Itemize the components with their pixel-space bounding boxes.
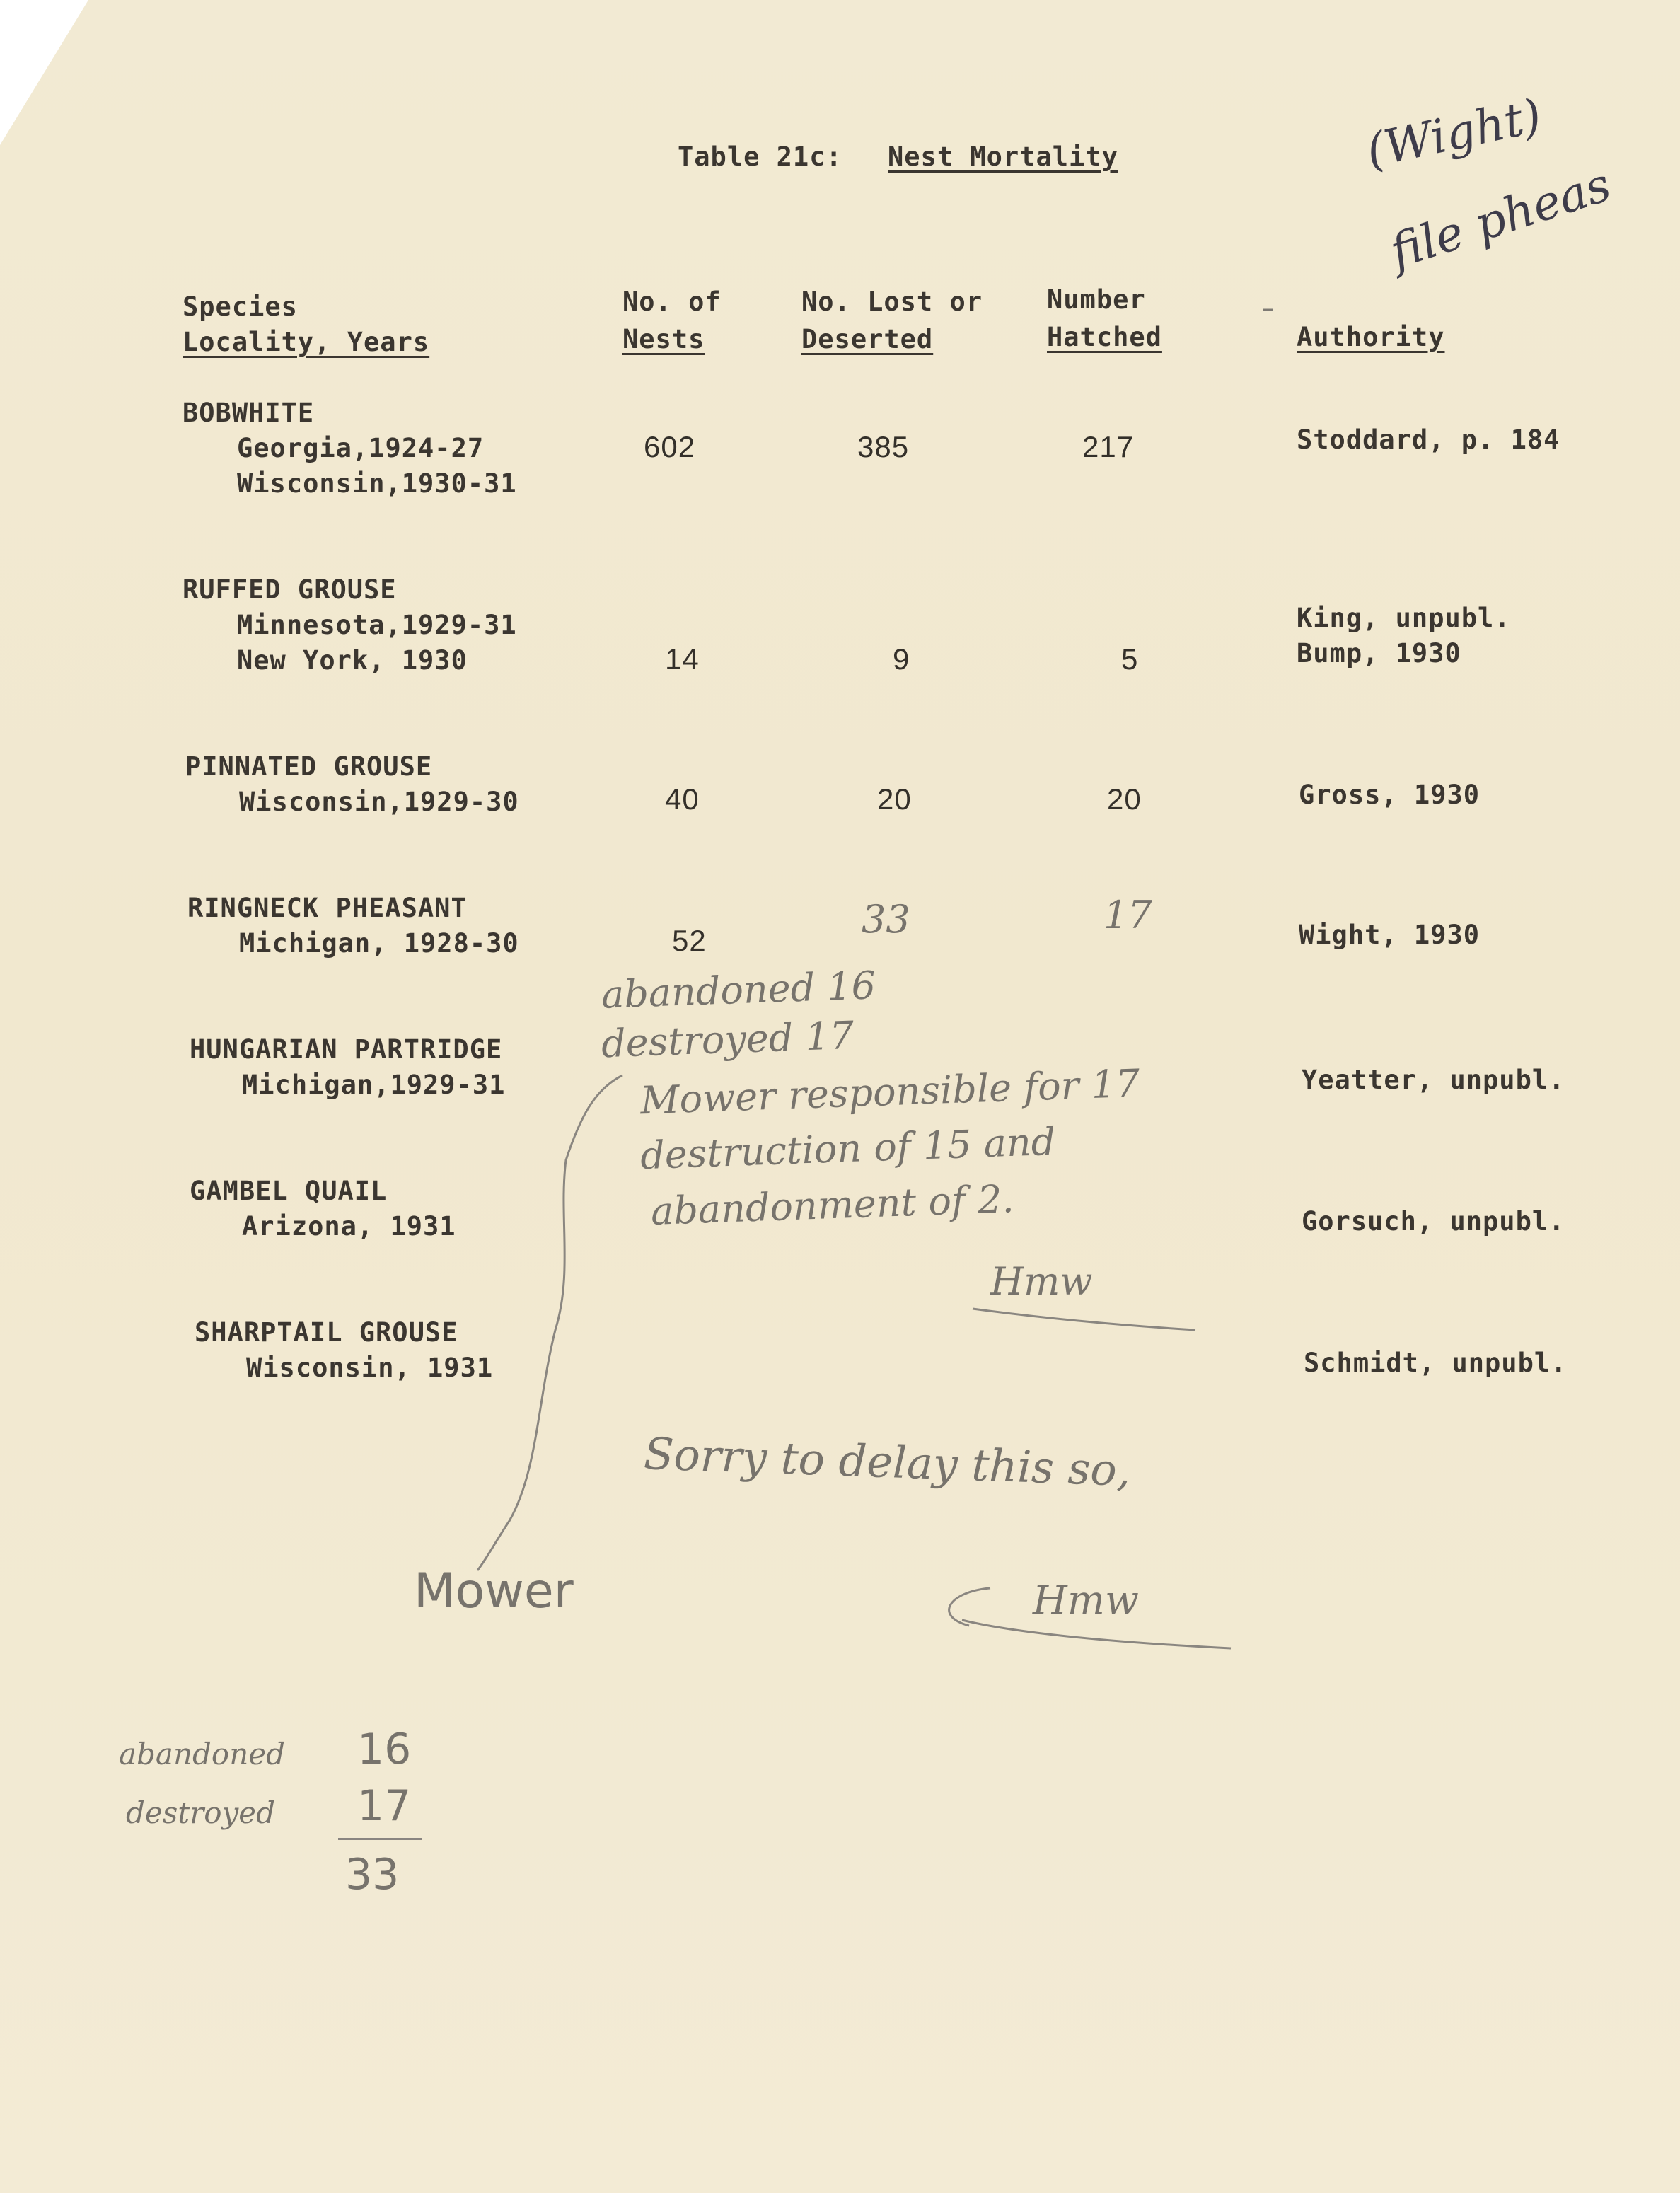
- tally-value-abandoned: 16: [357, 1725, 412, 1774]
- pencil-bracket: [477, 1075, 622, 1570]
- header-nests-1: No. of: [622, 287, 722, 317]
- locality-gambel-quail: Arizona, 1931: [242, 1211, 456, 1242]
- species-sharptail-grouse: SHARPTAIL GROUSE: [195, 1317, 458, 1348]
- locality-hungarian-partridge: Michigan,1929-31: [242, 1070, 506, 1100]
- pencil-note-line-2: destroyed 17: [601, 1012, 855, 1067]
- lost-ruffed-grouse: 9: [893, 642, 910, 676]
- lost-ringneck-pheasant: 33: [862, 897, 910, 942]
- hatched-ruffed-grouse: 5: [1121, 642, 1139, 676]
- pencil-note-line-3: Mower responsible for 17: [639, 1060, 1141, 1123]
- locality-bobwhite-2: Wisconsin,1930-31: [237, 468, 517, 499]
- authority-sharptail-grouse: Schmidt, unpubl.: [1304, 1348, 1568, 1378]
- tally-value-destroyed: 17: [357, 1781, 412, 1831]
- table-title: Nest Mortality: [888, 141, 1118, 172]
- locality-ruffed-grouse-2: New York, 1930: [237, 645, 468, 676]
- nests-pinnated-grouse: 40: [665, 782, 700, 816]
- species-bobwhite: BOBWHITE: [183, 398, 315, 428]
- hatched-bobwhite: 217: [1082, 430, 1135, 463]
- lost-pinnated-grouse: 20: [877, 782, 912, 816]
- nests-ruffed-grouse: 14: [665, 642, 700, 676]
- header-authority: Authority: [1297, 322, 1445, 352]
- nests-ringneck-pheasant: 52: [672, 924, 707, 957]
- pencil-initials-1: Hmw: [990, 1259, 1093, 1304]
- authority-ringneck-pheasant: Wight, 1930: [1299, 920, 1481, 950]
- header-lost-1: No. Lost or: [801, 287, 983, 317]
- authority-hungarian-partridge: Yeatter, unpubl.: [1302, 1065, 1565, 1095]
- initials-2-loop: [949, 1588, 990, 1626]
- hatched-pinnated-grouse: 20: [1107, 782, 1142, 816]
- margin-note-line-2: file pheas: [1383, 157, 1618, 279]
- species-ringneck-pheasant: RINGNECK PHEASANT: [187, 893, 468, 923]
- header-species: Species: [183, 291, 298, 322]
- locality-ruffed-grouse-1: Minnesota,1929-31: [237, 610, 517, 640]
- pencil-note-line-1: abandoned 16: [601, 963, 876, 1017]
- tally-total: 33: [345, 1850, 400, 1899]
- header-lost-2: Deserted: [801, 324, 934, 354]
- header-nests-2: Nests: [622, 324, 705, 354]
- authority-bobwhite: Stoddard, p. 184: [1297, 424, 1560, 455]
- locality-bobwhite-1: Georgia,1924-27: [237, 433, 485, 463]
- pencil-initials-2: Hmw: [1033, 1578, 1139, 1624]
- tally-label-destroyed: destroyed: [126, 1795, 276, 1830]
- mower-label: Mower: [414, 1563, 574, 1619]
- locality-sharptail-grouse: Wisconsin, 1931: [246, 1353, 494, 1383]
- authority-gambel-quail: Gorsuch, unpubl.: [1302, 1206, 1565, 1237]
- species-hungarian-partridge: HUNGARIAN PARTRIDGE: [190, 1034, 503, 1065]
- species-ruffed-grouse: RUFFED GROUSE: [183, 574, 397, 605]
- margin-note-line-1: (Wight): [1361, 88, 1546, 179]
- apology-note: Sorry to delay this so,: [642, 1428, 1132, 1496]
- authority-ruffed-grouse-2: Bump, 1930: [1297, 638, 1461, 669]
- species-pinnated-grouse: PINNATED GROUSE: [185, 751, 433, 782]
- locality-pinnated-grouse: Wisconsin,1929-30: [239, 787, 519, 817]
- authority-pinnated-grouse: Gross, 1930: [1299, 780, 1481, 810]
- locality-ringneck-pheasant: Michigan, 1928-30: [239, 928, 519, 959]
- pencil-note-line-5: abandonment of 2.: [650, 1176, 1015, 1234]
- table-title-prefix: Table 21c:: [678, 141, 842, 172]
- species-gambel-quail: GAMBEL QUAIL: [190, 1176, 388, 1206]
- header-hatched-1: Number: [1047, 284, 1146, 315]
- header-locality: Locality, Years: [183, 327, 430, 357]
- initials-1-underline: [973, 1309, 1195, 1330]
- lost-bobwhite: 385: [857, 430, 910, 463]
- tally-label-abandoned: abandoned: [119, 1737, 285, 1771]
- hatched-ringneck-pheasant: 17: [1103, 893, 1152, 937]
- header-hatched-2: Hatched: [1047, 322, 1162, 352]
- initials-2-underline: [962, 1620, 1231, 1648]
- authority-ruffed-grouse-1: King, unpubl.: [1297, 603, 1511, 633]
- pencil-note-line-4: destruction of 15 and: [639, 1118, 1057, 1179]
- nests-bobwhite: 602: [644, 430, 696, 463]
